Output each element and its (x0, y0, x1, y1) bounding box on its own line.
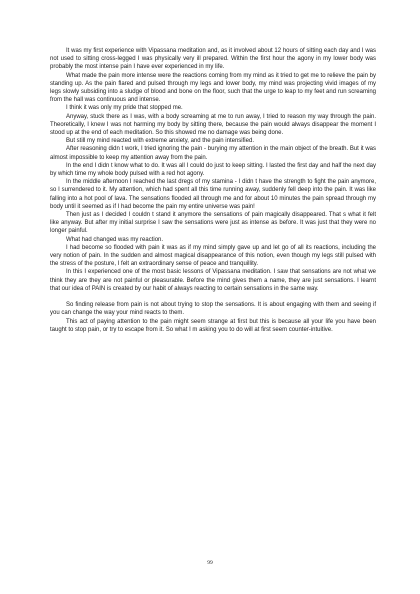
paragraph: This act of paying attention to the pain might seem strange at first but this is because all your life you have been taught to stop pain, or try to escape from it. So what I m asking you to do will at first seem counter-intuitive. (50, 318, 376, 333)
paragraph: It was my first experience with Vipassana meditation and, as it involved about 12 hours of sitting each day and I was not used to sitting cross-legged I was physically very ill prepared. Within the first hour the agony in my lower body was probably the most intense pain I have ever experienced in my life. (50, 48, 376, 71)
body-text (50, 47, 376, 334)
paragraph: In the middle afternoon I reached the last dregs of my stamina - I didn t have the strength to fight the pain anymore, so I surrendered to it. My attention, which had spent all this time running away, suddenly fell deep into the pain. It was like falling into a hot pool of lava. The sensations flooded all through me and for about 10 minutes the pain spread through my body until it seemed as if I had become the pain my entire universe was pain! (50, 179, 376, 210)
paragraph: I think it was only my pride that stopped me. (66, 105, 183, 112)
paragraph: I had become so flooded with pain it was as if my mind simply gave up and let go of all its reactions, including the very notion of pain. In the sudden and almost magical disappearance of this notion, even though my legs still pulsed with the stress of the posture, I felt an extraordinary sense of peace and tranquillity. (50, 244, 376, 268)
paragraph: What made the pain more intense were the reactions coming from my mind as it tried to get me to relieve the pain by standing up. As the pain flared and pulsed through my legs and lower body, my mind was projecting vivid images of my legs slowly subsiding into a sludge of blood and bone on the floor, such that the urge to leap to my feet and run screaming from the hall was continuous and intense. (50, 72, 376, 104)
paragraph: So finding release from pain is not about trying to stop the sensations. It is about engaging with them and seeing if you can change the way your mind reacts to them. (50, 302, 376, 317)
paragraph: What had changed was my reaction. (66, 236, 164, 243)
paragraph: Then just as I decided I couldn t stand it anymore the sensations of pain magically disappeared. That s what it felt like anyway. But after my initial surprise I saw the sensations were just as intense as before. It was just that they were no longer painful. (50, 212, 376, 235)
paragraph: But still my mind reacted with extreme anxiety, and the pain intensified. (66, 138, 254, 145)
paragraph: After reasoning didn t work, I tried ignoring the pain - burying my attention in the main object of the breath. But it was almost impossible to keep my attention away from the pain. (50, 146, 376, 161)
paragraph: In this I experienced one of the most basic lessons of Vipassana meditation. I saw that sensations are not what we think they are they are not painful or pleasurable. Before the mind gives them a name, they are just sensations. I learnt that our idea of PAIN is created by our habit of always reacting to certain sensations in the same way. (50, 269, 376, 292)
paragraph: In the end I didn t know what to do. It was all I could do just to keep sitting. I lasted the first day and half the next day by which time my whole body pulsed with a red hot agony. (50, 162, 376, 178)
paragraph: Anyway, stuck there as I was, with a body screaming at me to run away, I tried to reason my way through the pain. Theoretically, I knew I was not harming my body by sitting there, because the pain would always disappear the moment I stood up at the end of each meditation. So this showed me no damage was being done. (50, 113, 376, 137)
page-number: 99 (207, 560, 213, 566)
